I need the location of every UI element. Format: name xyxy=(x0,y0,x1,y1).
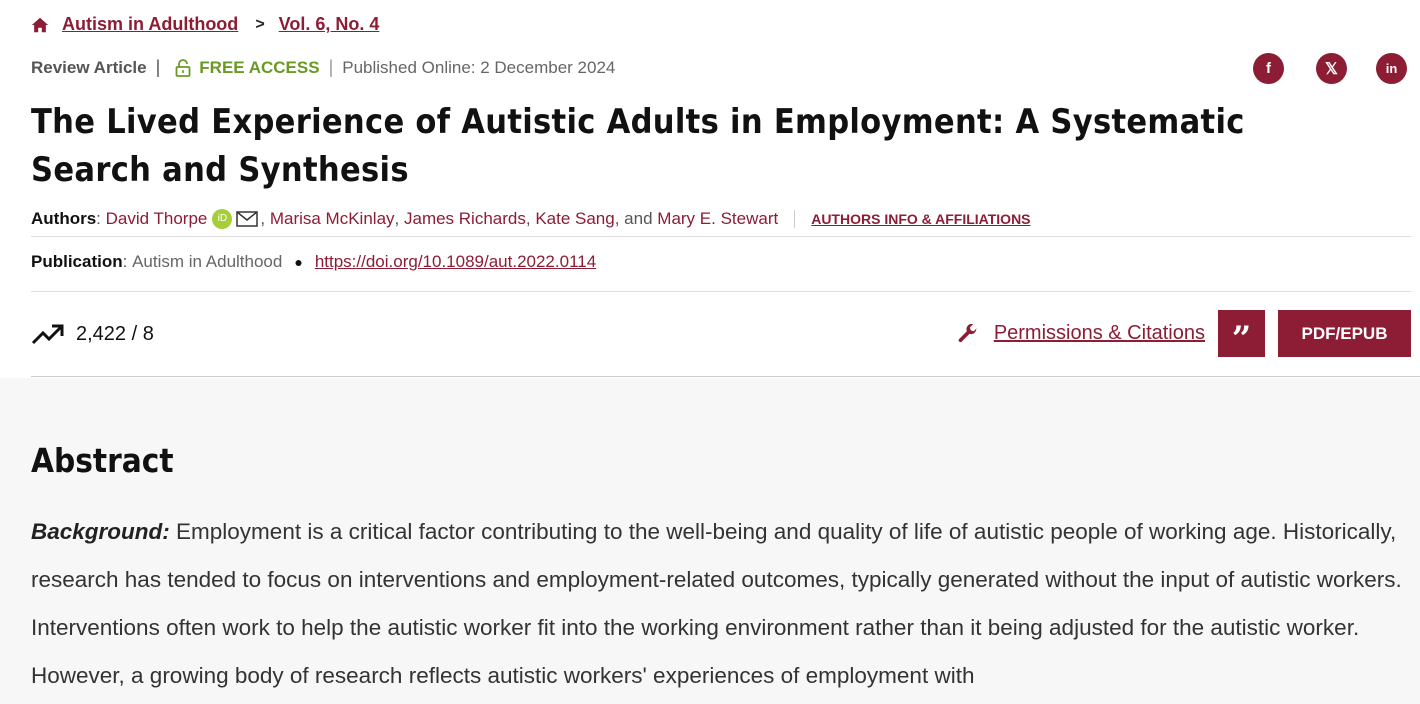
wrench-icon xyxy=(957,323,979,345)
article-title: The Lived Experience of Autistic Adults in Employment: A Systematic Search and Synthesis xyxy=(31,102,1245,190)
orcid-icon[interactable]: iD xyxy=(212,209,232,229)
x-icon: 𝕏 xyxy=(1325,60,1338,78)
bullet-separator: ● xyxy=(294,254,303,270)
article-meta xyxy=(31,57,615,78)
author-link[interactable]: Mary E. Stewart xyxy=(657,209,779,228)
free-access-label: FREE ACCESS xyxy=(199,57,320,77)
meta-separator: | xyxy=(328,57,334,77)
article-type: Review Article xyxy=(31,57,147,77)
abstract-heading: Abstract xyxy=(31,441,174,480)
trending-up-icon xyxy=(31,322,65,346)
authors-label: Authors xyxy=(31,209,97,228)
breadcrumb-issue-link[interactable]: Vol. 6, No. 4 xyxy=(278,14,380,34)
metrics-value: 2,422 / 8 xyxy=(76,322,154,345)
author-link[interactable]: Kate Sang xyxy=(535,209,615,228)
breadcrumb xyxy=(31,14,379,35)
authors-info-link[interactable]: AUTHORS INFO & AFFILIATIONS xyxy=(811,211,1031,227)
breadcrumb-separator: > xyxy=(255,15,265,33)
facebook-share-button[interactable] xyxy=(1253,53,1284,84)
free-access-badge xyxy=(169,58,319,78)
publication-journal: Autism in Adulthood xyxy=(132,252,283,271)
unlock-icon xyxy=(175,59,191,77)
email-icon[interactable] xyxy=(236,211,258,227)
abstract-section xyxy=(0,378,1420,704)
authors-conjunction: and xyxy=(624,209,653,228)
author-link[interactable]: James Richards xyxy=(403,209,526,228)
linkedin-share-button[interactable] xyxy=(1376,53,1407,84)
divider xyxy=(794,210,795,228)
home-icon[interactable] xyxy=(31,16,49,34)
facebook-icon: f xyxy=(1266,60,1271,77)
background-text: Employment is a critical factor contributing to the well-being and quality of life of autistic people of working age. Historically, research has tended to focus on interventions and employment-related outcomes, typically generated without the input of autistic workers. Interventions often work to help the autistic worker fit into the working environment rather than it being adjusted for the autistic worker. However, a growing body of research reflects autistic workers' experiences of employment with xyxy=(31,519,1402,688)
divider xyxy=(31,291,1411,292)
pdf-epub-button[interactable]: PDF/EPUB xyxy=(1278,310,1411,357)
abstract-background xyxy=(31,508,1406,700)
cite-button[interactable] xyxy=(1218,310,1265,357)
authors-line: Authors : David Thorpe iD , Marisa McKinlay , James Richards , Kate Sang , and Mary E. Stewart AUTHORS INFO & AFFILIATIONS xyxy=(31,209,1031,228)
meta-separator: | xyxy=(155,57,161,77)
author-link[interactable]: David Thorpe xyxy=(105,209,208,228)
publication-line: Publication : Autism in Adulthood ● https://doi.org/10.1089/aut.2022.0114 xyxy=(31,252,597,271)
divider xyxy=(31,376,1420,377)
published-date: Published Online: 2 December 2024 xyxy=(342,57,616,77)
publication-label: Publication xyxy=(31,252,123,271)
permissions-citations-link[interactable] xyxy=(957,322,1205,345)
quote-icon: ” xyxy=(1231,318,1252,359)
article-metrics[interactable] xyxy=(31,322,154,346)
background-label: Background: xyxy=(31,519,170,544)
divider xyxy=(31,236,1411,237)
breadcrumb-journal-link[interactable]: Autism in Adulthood xyxy=(62,14,239,34)
x-share-button[interactable] xyxy=(1316,53,1347,84)
linkedin-icon: in xyxy=(1385,61,1398,76)
doi-link[interactable]: https://doi.org/10.1089/aut.2022.0114 xyxy=(314,252,597,271)
permissions-label: Permissions & Citations xyxy=(993,322,1205,344)
author-link[interactable]: Marisa McKinlay xyxy=(269,209,395,228)
article-actions xyxy=(957,310,1411,357)
